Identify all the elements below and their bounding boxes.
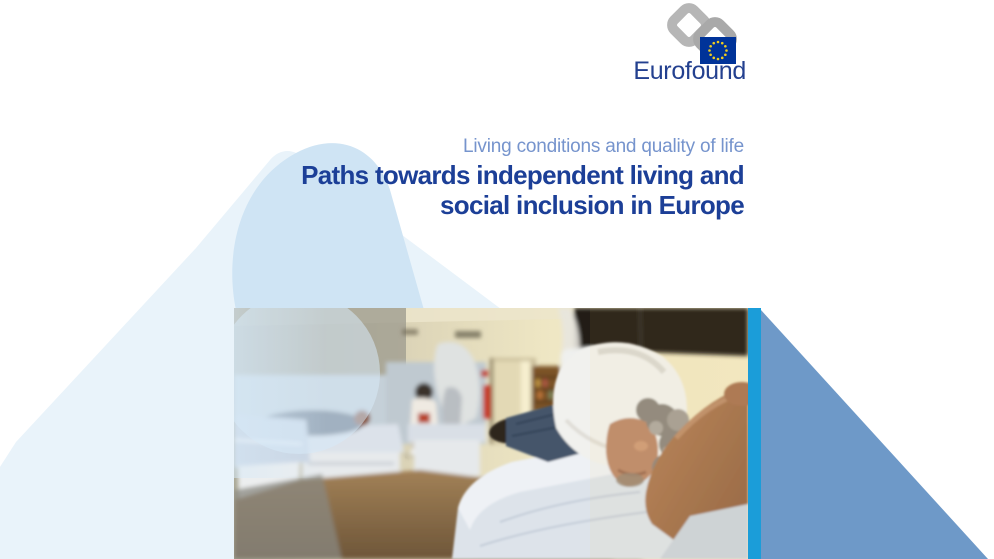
corner-triangle-shape: [761, 310, 988, 559]
brand-name: Eurofound: [633, 57, 746, 85]
cover-title-line2: social inclusion in Europe: [440, 189, 744, 220]
cover-photo-label: [234, 308, 748, 559]
eurofound-logo: [617, 2, 748, 86]
series-label: Living conditions and quality of life: [463, 136, 744, 157]
cover-title: [301, 161, 744, 220]
headline-block: [301, 136, 744, 220]
cover-title-line1: Paths towards independent living and: [301, 160, 744, 190]
accent-stripe: [748, 308, 761, 559]
